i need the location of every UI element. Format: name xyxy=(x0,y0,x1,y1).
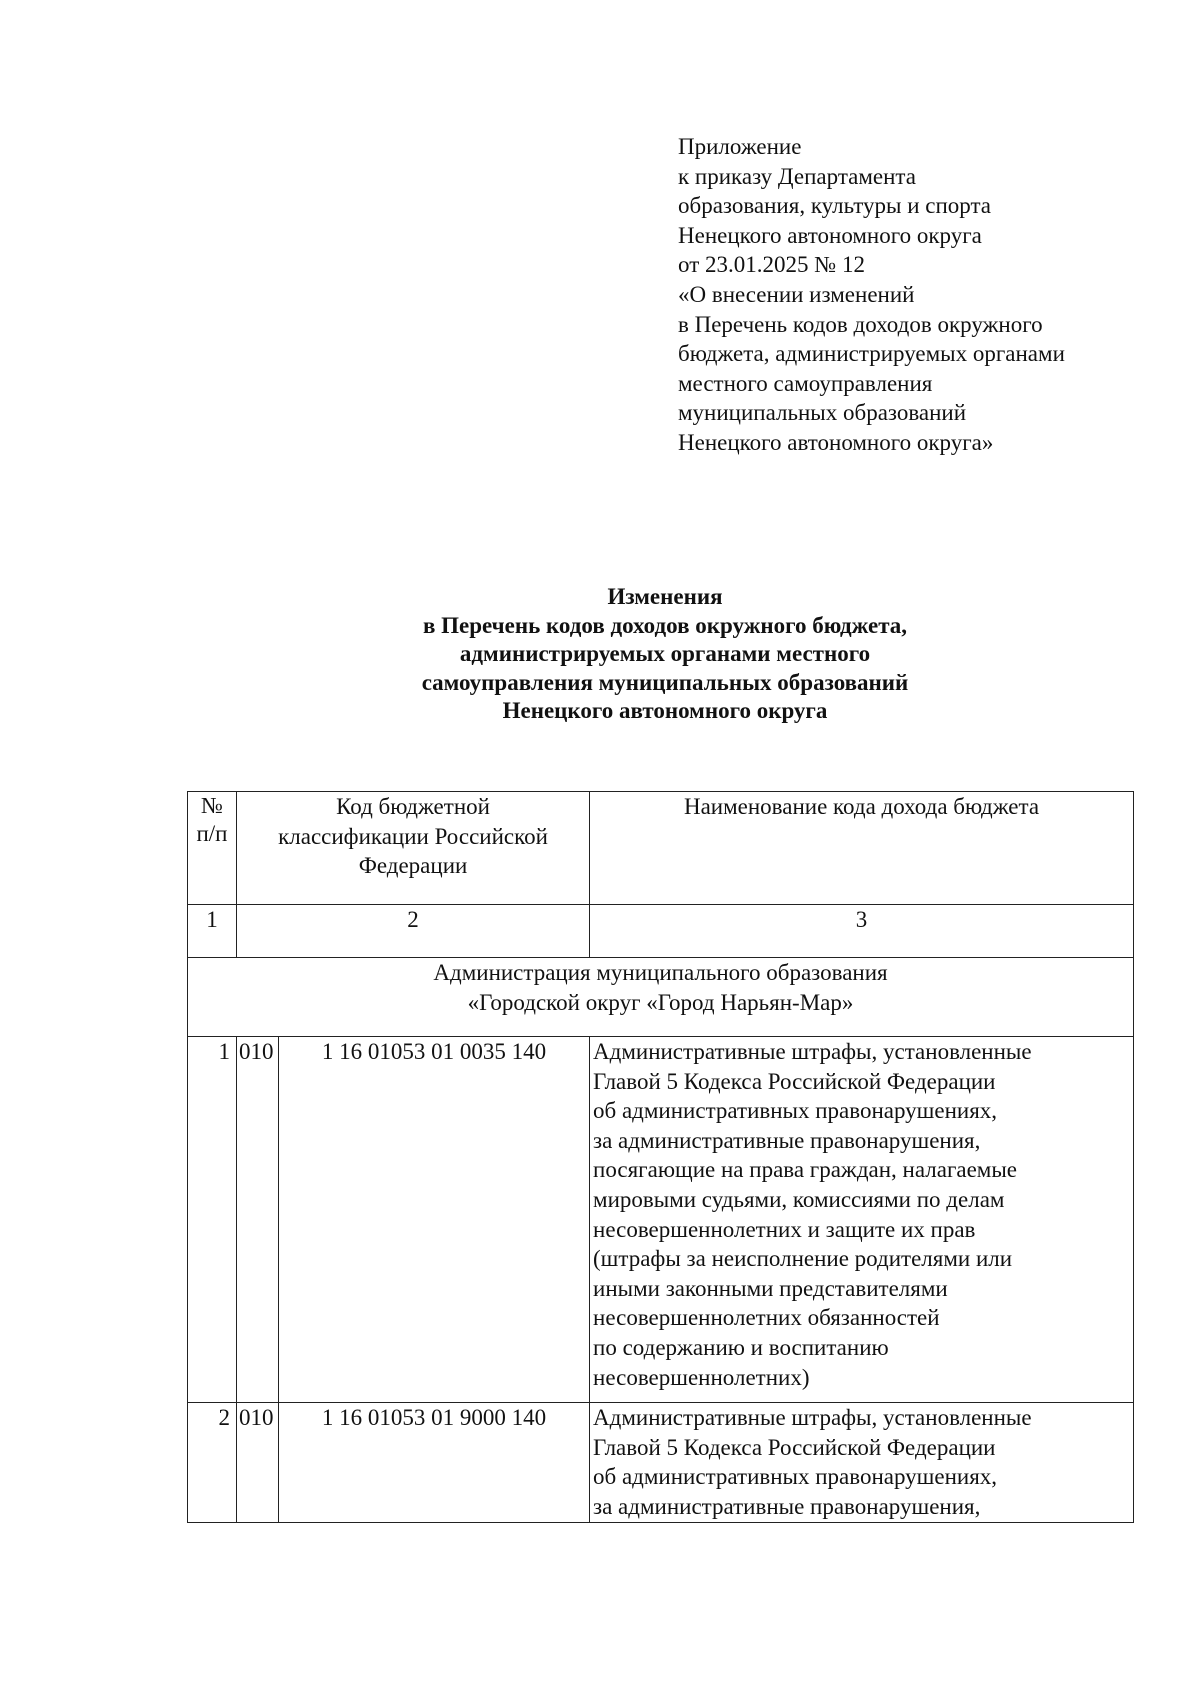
row-name-line: об административных правонарушениях, xyxy=(593,1464,998,1490)
header-code-line: Код бюджетной xyxy=(336,794,490,819)
title-line: администрируемых органами местного xyxy=(459,641,871,667)
table-row xyxy=(188,1403,1134,1522)
row-name-line: Главой 5 Кодекса Российской Федерации xyxy=(593,1434,996,1460)
appendix-line: к приказу Департамента xyxy=(678,163,916,189)
appendix-block xyxy=(678,132,1065,458)
title-line: самоуправления муниципальных образований xyxy=(421,669,909,695)
row-name-cell xyxy=(590,1403,1134,1522)
appendix-line: местного самоуправления xyxy=(678,370,933,396)
row-name-cell xyxy=(590,1037,1134,1403)
column-index-cell: 2 xyxy=(237,905,590,958)
header-code-line: Федерации xyxy=(358,853,468,879)
appendix-line: бюджета, администрируемых органами xyxy=(678,341,1065,367)
appendix-line: Ненецкого автономного округа» xyxy=(678,429,994,455)
document-title xyxy=(190,583,1140,726)
header-num-line: № xyxy=(201,793,223,818)
column-index-cell: 3 xyxy=(590,905,1134,958)
group-header-line: «Городской округ «Город Нарьян-Мар» xyxy=(467,989,854,1015)
appendix-line: Ненецкого автономного округа xyxy=(678,222,982,248)
row-admin-code: 010 xyxy=(237,1403,279,1522)
header-code-line: классификации Российской xyxy=(278,823,548,849)
row-name-line: иными законными представителями xyxy=(593,1275,948,1301)
appendix-date-line: от 23.01.2025 № 12 xyxy=(678,252,865,278)
table-header-row xyxy=(188,792,1134,905)
income-codes-table xyxy=(187,791,1134,1523)
appendix-line: Приложение xyxy=(678,134,802,159)
header-name-cell xyxy=(590,792,1134,905)
row-name-line: мировыми судьями, комиссиями по делам xyxy=(593,1186,1005,1212)
group-header-row xyxy=(188,958,1134,1037)
row-name-line: Административные штрафы, установленные xyxy=(593,1039,1032,1064)
row-name-line: посягающие на права граждан, налагаемые xyxy=(593,1157,1018,1183)
row-kbk-code: 1 16 01053 01 9000 140 xyxy=(279,1403,590,1522)
row-number: 2 xyxy=(188,1403,237,1522)
title-line: Ненецкого автономного округа xyxy=(502,698,828,724)
column-index-cell: 1 xyxy=(188,905,237,958)
row-name-line: по содержанию и воспитанию xyxy=(593,1334,889,1360)
title-line: Изменения xyxy=(607,584,723,609)
row-admin-code: 010 xyxy=(237,1037,279,1403)
appendix-line: муниципальных образований xyxy=(678,400,967,426)
row-name-line: за административные правонарушения, xyxy=(593,1127,981,1153)
row-name-line: Главой 5 Кодекса Российской Федерации xyxy=(593,1068,996,1094)
header-name-line: Наименование кода дохода бюджета xyxy=(683,794,1040,819)
appendix-line: «О внесении изменений xyxy=(678,281,915,307)
row-number: 1 xyxy=(188,1037,237,1403)
row-name-line: несовершеннолетних) xyxy=(593,1364,810,1390)
row-name-line: (штрафы за неисполнение родителями или xyxy=(593,1246,1013,1272)
row-name-line: Административные штрафы, установленные xyxy=(593,1405,1032,1431)
row-kbk-code: 1 16 01053 01 0035 140 xyxy=(279,1037,590,1403)
table-row xyxy=(188,1037,1134,1403)
row-name-line: несовершеннолетних и защите их прав xyxy=(593,1216,976,1242)
row-name-line: несовершеннолетних обязанностей xyxy=(593,1305,940,1331)
row-name-line: об административных правонарушениях, xyxy=(593,1098,998,1124)
header-code-cell xyxy=(237,792,590,905)
header-num-cell xyxy=(188,792,237,905)
column-index-row xyxy=(188,905,1134,958)
row-name-line: за административные правонарушения, xyxy=(593,1493,981,1519)
group-header-line: Администрация муниципального образования xyxy=(433,960,888,985)
group-header-cell xyxy=(188,958,1134,1037)
header-num-line: п/п xyxy=(196,821,228,846)
appendix-line: в Перечень кодов доходов окружного xyxy=(678,311,1043,337)
appendix-line: образования, культуры и спорта xyxy=(678,193,992,219)
title-line: в Перечень кодов доходов окружного бюджета, xyxy=(422,612,908,638)
